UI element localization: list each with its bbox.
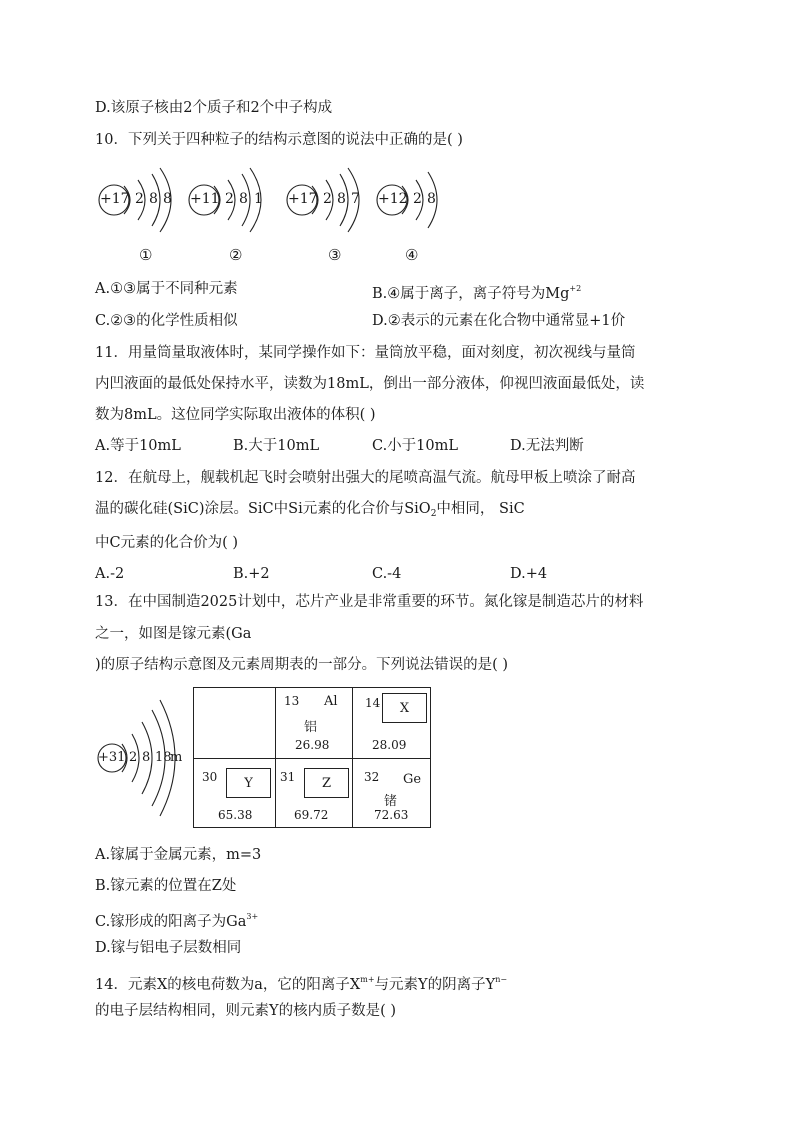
shell-electrons: 8	[163, 191, 172, 207]
q12-text-a: 温的碳化硅(SiC)涂层。SiC中Si元素的化合价与SiO	[95, 501, 431, 517]
q13-line-2: 之一，如图是镓元素(Ga	[95, 626, 252, 642]
atom-diagram-2	[186, 158, 276, 242]
q12-line-2	[95, 499, 525, 524]
q12-option-d[interactable]: D.+4	[510, 566, 548, 582]
q11-line-2: 内凹液面的最低处保持水平，读数为18mL，倒出一部分液体，仰视凹液面最低处，读	[95, 376, 645, 392]
charge-superscript: 3+	[246, 912, 259, 921]
diagram-label-1: ①	[139, 246, 153, 264]
table-divider	[194, 758, 430, 759]
q12-line-1: 12．在航母上，舰载机起飞时会喷射出强大的尾喷高温气流。航母甲板上喷涂了耐高	[95, 470, 636, 486]
q11-line-3: 数为8mL。这位同学实际取出液体的体积( )	[95, 407, 376, 423]
shell-electrons: 1	[254, 191, 263, 207]
nucleus-charge: +17	[100, 191, 130, 207]
element-symbol: Y	[244, 775, 253, 791]
q11-option-d[interactable]: D.无法判断	[510, 438, 584, 454]
gallium-atom-diagram	[94, 694, 190, 822]
atomic-mass: 69.72	[294, 808, 329, 822]
shell-electrons: m	[170, 750, 183, 765]
atomic-mass: 28.09	[372, 738, 407, 752]
charge-superscript: m+	[360, 975, 375, 984]
shell-electrons: 8	[149, 191, 158, 207]
q13-line-1: 13．在中国制造2025计划中，芯片产业是非常重要的环节。氮化镓是制造芯片的材料	[95, 594, 644, 610]
element-name: 铝	[304, 720, 318, 735]
shell-electrons: 8	[427, 191, 436, 207]
q9-option-d: D.该原子核由2个质子和2个中子构成	[95, 100, 333, 116]
q13-option-c[interactable]	[95, 907, 258, 932]
q12-option-b[interactable]: B.+2	[233, 566, 270, 582]
shell-electrons: 2	[413, 191, 422, 207]
shell-electrons: 7	[351, 191, 360, 207]
option-text: B.④属于离子，离子符号为Mg	[372, 286, 570, 302]
diagram-label-2: ②	[229, 246, 243, 264]
element-symbol: X	[399, 700, 410, 716]
periodic-table-fragment	[193, 687, 431, 828]
charge-superscript: +2	[569, 284, 582, 293]
atom-diagram-3	[284, 158, 374, 242]
atomic-number: 30	[202, 770, 218, 784]
q12-text-b: 中相同， SiC	[436, 501, 525, 517]
nucleus-charge: +31	[98, 750, 126, 765]
shell-electrons: 18	[155, 750, 172, 765]
atomic-mass: 72.63	[374, 808, 409, 822]
q13-line-3: )的原子结构示意图及元素周期表的一部分。下列说法错误的是( )	[95, 657, 509, 673]
q10-stem: 10．下列关于四种粒子的结构示意图的说法中正确的是( )	[95, 132, 463, 148]
q13-option-d[interactable]: D.镓与铝电子层数相同	[95, 940, 242, 956]
q14-text-b: 与元素Y的阴离子Y	[374, 977, 496, 993]
element-symbol: Z	[321, 775, 332, 791]
q10-option-c[interactable]: C.②③的化学性质相似	[95, 313, 238, 329]
q14-line-1	[95, 970, 507, 995]
q11-option-b[interactable]: B.大于10mL	[233, 438, 320, 454]
unknown-element-box-y	[226, 768, 271, 798]
atomic-mass: 26.98	[295, 738, 330, 752]
q11-option-a[interactable]: A.等于10mL	[95, 438, 181, 454]
q13-option-a[interactable]: A.镓属于金属元素，m=3	[95, 847, 262, 863]
subscript: 2	[430, 509, 437, 519]
element-symbol: Ge	[403, 772, 422, 787]
shell-electrons: 8	[239, 191, 248, 207]
q12-line-3: 中C元素的化合价为( )	[95, 535, 239, 551]
atomic-number: 31	[280, 770, 296, 784]
atom-diagram-1	[96, 158, 186, 242]
nucleus-charge: +12	[378, 191, 408, 207]
element-symbol: Al	[324, 694, 338, 709]
q10-option-b[interactable]	[372, 279, 581, 304]
unknown-element-box-z	[304, 768, 349, 798]
atomic-number: 14	[365, 696, 381, 710]
atomic-mass: 65.38	[218, 808, 253, 822]
shell-electrons: 2	[323, 191, 332, 207]
unknown-element-box-x	[382, 693, 427, 723]
atomic-number: 32	[364, 770, 380, 784]
q14-line-2: 的电子层结构相同，则元素Y的核内质子数是( )	[95, 1003, 396, 1019]
charge-superscript: n−	[495, 975, 508, 984]
q13-option-b[interactable]: B.镓元素的位置在Z处	[95, 878, 237, 894]
element-name: 锗	[384, 794, 398, 809]
q10-option-d[interactable]: D.②表示的元素在化合物中通常显+1价	[372, 313, 626, 329]
atom-diagram-4	[374, 158, 454, 242]
diagram-label-4: ④	[405, 246, 419, 264]
q10-option-a[interactable]: A.①③属于不同种元素	[95, 281, 238, 297]
shell-electrons: 2	[225, 191, 234, 207]
q14-text-a: 14．元素X的核电荷数为a，它的阳离子X	[95, 977, 361, 993]
nucleus-charge: +11	[190, 191, 220, 207]
option-text: C.镓形成的阳离子为Ga	[95, 914, 247, 930]
nucleus-charge: +17	[288, 191, 318, 207]
shell-electrons: 8	[142, 750, 151, 765]
q11-line-1: 11．用量筒量取液体时，某同学操作如下：量筒放平稳，面对刻度，初次视线与量筒	[95, 345, 636, 361]
atomic-number: 13	[284, 694, 300, 708]
shell-electrons: 2	[135, 191, 144, 207]
shell-electrons: 8	[337, 191, 346, 207]
q12-option-a[interactable]: A.-2	[95, 566, 125, 582]
q12-option-c[interactable]: C.-4	[372, 566, 402, 582]
q11-option-c[interactable]: C.小于10mL	[372, 438, 459, 454]
shell-electrons: 2	[129, 750, 138, 765]
diagram-label-3: ③	[328, 246, 342, 264]
